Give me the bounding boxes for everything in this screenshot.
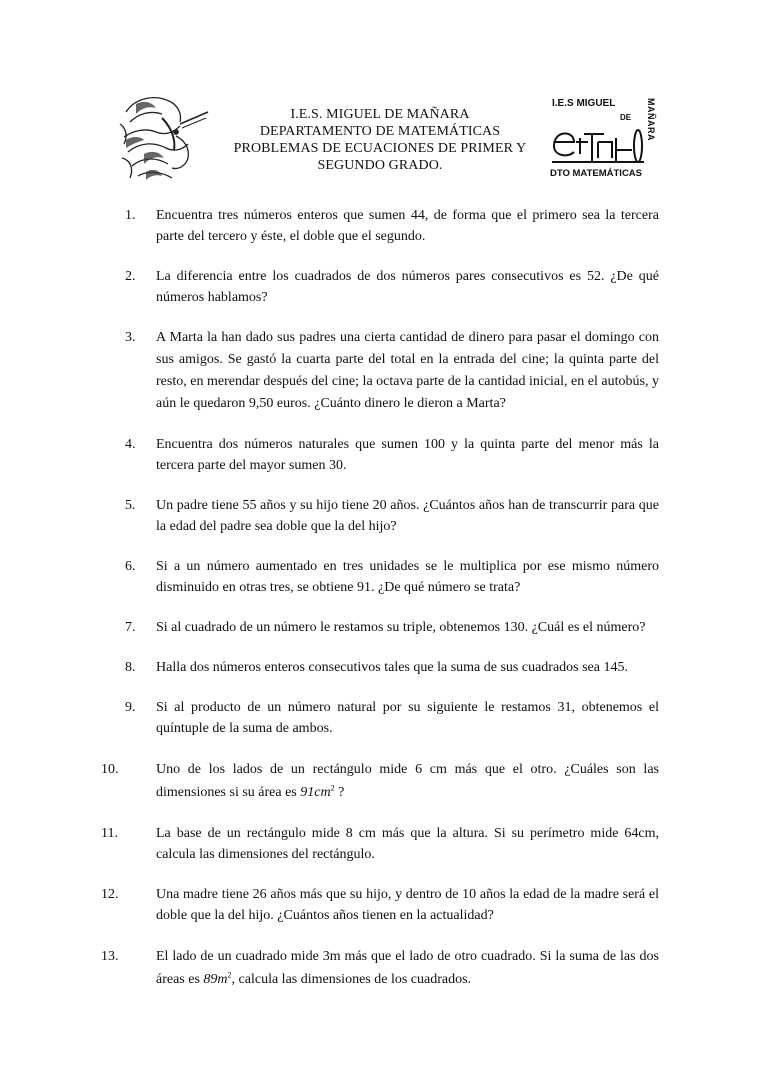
problem-item xyxy=(125,495,659,537)
problem-item xyxy=(125,697,659,739)
problem-text: Si al producto de un número natural por su siguiente le restamos 31, obtenemos el quíntuple de la suma de ambos. xyxy=(156,700,659,736)
area-exponent: 2 xyxy=(227,970,232,980)
problem-item xyxy=(125,657,659,678)
problem-number: 11. xyxy=(101,826,118,841)
problem-item xyxy=(125,327,659,415)
logo-side-text: MAÑARA xyxy=(646,98,656,141)
area-exponent: 2 xyxy=(330,783,335,793)
problem-number: 6. xyxy=(125,559,136,574)
problem-text: Encuentra tres números enteros que sumen 44, de forma que el primero sea la tercera parte del tercero y éste, el doble que el segundo. xyxy=(156,208,659,244)
problem-text: Si a un número aumentado en tres unidades se le multiplica por ese mismo número disminuido en otras tres, se obtiene 91. ¿De qué número se trata? xyxy=(156,559,659,595)
header-line-school: I.E.S. MIGUEL DE MAÑARA xyxy=(290,107,470,122)
problem-number: 5. xyxy=(125,498,136,513)
problem-item xyxy=(125,266,659,308)
problem-text: Encuentra dos números naturales que sumen 100 y la quinta parte del menor más la tercera parte del mayor sumen 30. xyxy=(156,437,659,473)
problem-item xyxy=(125,617,659,638)
problem-text: Halla dos números enteros consecutivos tales que la suma de sus cuadrados sea 145. xyxy=(156,660,628,675)
document-header xyxy=(110,92,660,192)
problem-text-end: , calcula las dimensiones de los cuadrados. xyxy=(231,972,472,987)
logo-de-text: DE xyxy=(620,113,632,122)
problem-item xyxy=(125,205,659,247)
problem-text: Uno de los lados de un rectángulo mide 6 cm más que el otro. ¿Cuáles son las dimensiones si su área es xyxy=(156,762,659,800)
problem-text: Una madre tiene 26 años más que su hijo, y dentro de 10 años la edad de la madre será el doble que la del hijo. ¿Cuántos años tienen en la actualidad? xyxy=(156,887,659,923)
area-expression: 91cm xyxy=(300,785,331,800)
problem-text: A Marta la han dado sus padres una cierta cantidad de dinero para pasar el domingo con sus amigos. Se gastó la cuarta parte del total en la entrada del cine; la quinta parte del resto, en merendar después del cine; la octava parte de la cantidad inicial, en el autobús, y aún le quedaron 9,50 euros. ¿Cuánto dinero le dieron a Marta? xyxy=(156,330,659,411)
logo-school-name: I.E.S MIGUEL xyxy=(552,98,616,109)
problem-text: Un padre tiene 55 años y su hijo tiene 20 años. ¿Cuántos años han de transcurrir para que la edad del padre sea doble que la del hijo? xyxy=(156,498,659,534)
logo-department-name: DTO MATEMÁTICAS xyxy=(550,168,643,179)
problem-number: 9. xyxy=(125,700,136,715)
school-header-title xyxy=(220,106,540,174)
unicorn-logo-icon xyxy=(116,92,216,184)
problem-number: 10. xyxy=(101,762,119,777)
problem-text: Si al cuadrado de un número le restamos su triple, obtenemos 130. ¿Cuál es el número? xyxy=(156,620,646,635)
problem-text: La base de un rectángulo mide 8 cm más que la altura. Si su perímetro mide 64cm, calcula las dimensiones del rectángulo. xyxy=(156,826,659,862)
problem-number: 1. xyxy=(125,208,136,223)
problem-text: El lado de un cuadrado mide 3m más que el lado de otro cuadrado. Si la suma de las dos áreas es xyxy=(156,949,659,987)
problem-list xyxy=(101,205,659,1010)
problem-text: La diferencia entre los cuadrados de dos números pares consecutivos es 52. ¿De qué números hablamos? xyxy=(156,269,659,305)
header-line-department: DEPARTAMENTO DE MATEMÁTICAS xyxy=(259,124,501,139)
problem-item xyxy=(101,823,659,865)
problem-number: 12. xyxy=(101,887,119,902)
problem-item xyxy=(125,556,659,598)
area-expression: 89m xyxy=(203,972,228,987)
problem-item xyxy=(125,434,659,476)
problem-number: 8. xyxy=(125,660,136,675)
problem-number: 4. xyxy=(125,437,136,452)
problem-item xyxy=(101,884,659,926)
header-line-subtitle: SEGUNDO GRADO. xyxy=(317,158,443,173)
header-line-title: PROBLEMAS DE ECUACIONES DE PRIMER Y xyxy=(233,141,527,156)
math-department-logo-icon xyxy=(548,94,660,182)
problem-number: 3. xyxy=(125,330,136,345)
problem-number: 13. xyxy=(101,949,119,964)
problem-text-end: ? xyxy=(334,785,345,800)
problem-item xyxy=(101,945,659,991)
problem-item xyxy=(101,758,659,804)
problem-number: 2. xyxy=(125,269,136,284)
problem-number: 7. xyxy=(125,620,136,635)
